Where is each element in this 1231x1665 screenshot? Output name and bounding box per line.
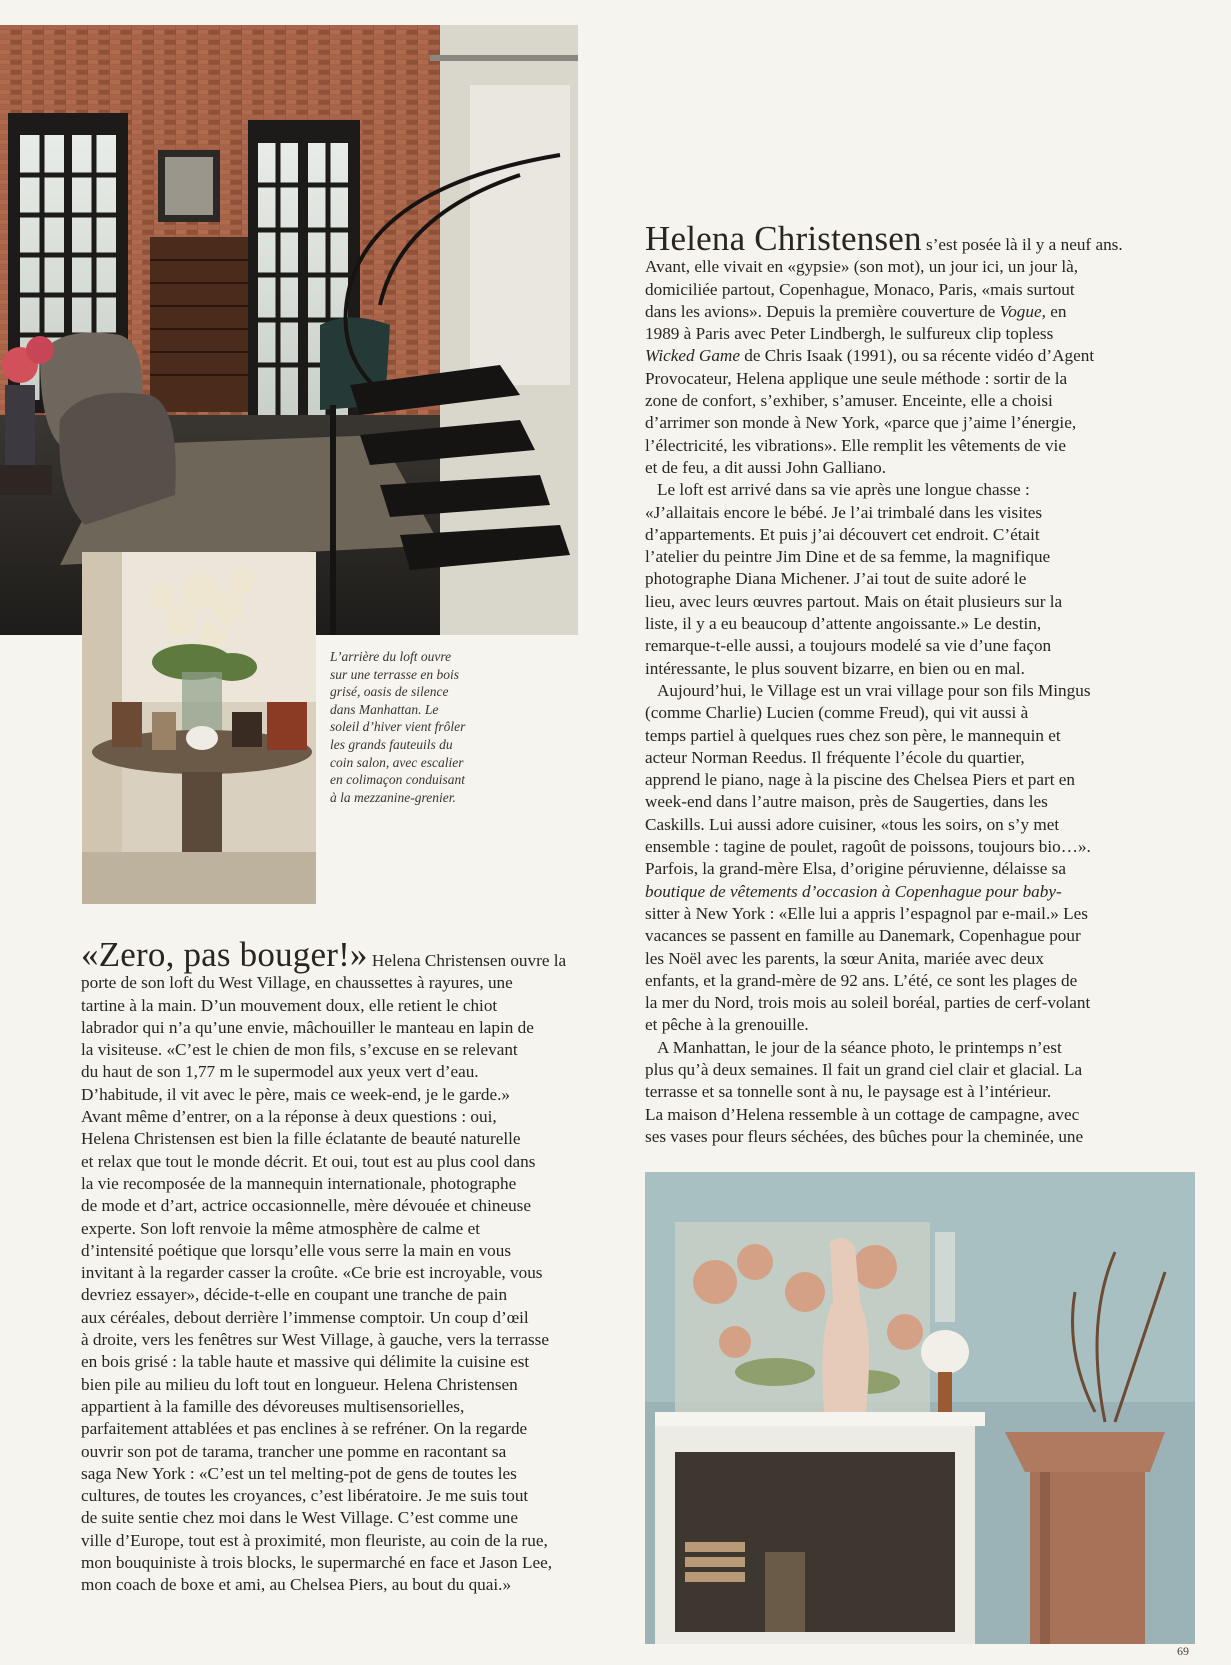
text-line: ensemble : tagine de poulet, ragoût de poissons, toujours bio…». (645, 837, 1091, 857)
text-line: d’arrimer son monde à New York, «parce que j’aime l’énergie, (645, 413, 1077, 433)
text-segment: , en (1041, 301, 1067, 321)
text-line: appartient à la famille des dévoreuses multisensorielles, (81, 1396, 465, 1416)
text-line: experte. Son loft renvoie la même atmosphère de calme et (81, 1218, 480, 1238)
text-line: boutique de vêtements d’occasion à Copenhague pour baby- (645, 881, 1062, 901)
text-line: parfaitement attablées et pas enclines à se refréner. On la regarde (81, 1419, 528, 1439)
text-line: devriez essayer», décide-t-elle en coupant une tranche de pain (81, 1285, 508, 1305)
text-line: et relax que tout le monde décrit. Et oui, tout est au plus cool dans (81, 1151, 536, 1171)
text-line: aux céréales, debout derrière l’immense comptoir. Un coup d’œil (81, 1307, 529, 1327)
text-line: Caskills. Lui aussi adore cuisiner, «tous les soirs, on s’y met (645, 814, 1060, 834)
text-line: la mer du Nord, trois mois au soleil boréal, parties de cerf-volant (645, 993, 1091, 1013)
text-line: de suite sentie chez moi dans le West Village. C’est comme une (81, 1508, 519, 1528)
text-line: à droite, vers les fenêtres sur West Village, à gauche, vers la terrasse (81, 1330, 549, 1350)
text-line: (comme Charlie) Lucien (comme Freud), qui vit aussi à (645, 703, 1029, 723)
caption-line: sur une terrasse en bois (330, 666, 459, 682)
text-line: d’intensité poétique que lorsqu’elle vous serre la main en vous (81, 1240, 512, 1260)
text-line: photographe Diana Michener. J’ai tout de suite adoré le (645, 569, 1027, 589)
text-line: saga New York : «C’est un tel melting-pot de gens de toutes les (81, 1463, 517, 1483)
caption-line: soleil d’hiver vient frôler (330, 719, 466, 735)
text-line: bien pile au milieu du loft tout en longueur. Helena Christensen (81, 1374, 518, 1394)
text-line: sitter à New York : «Elle lui a appris l’espagnol par e-mail.» Les (645, 903, 1088, 923)
text-line: les Noël avec les parents, la sœur Anita, mariée avec deux (645, 948, 1044, 968)
text-segment: dans les avions». Depuis la première couverture de (645, 301, 1000, 321)
text-line: de mode et d’art, actrice occasionnelle, mère dévouée et chineuse (81, 1196, 531, 1216)
text-line: acteur Norman Reedus. Il fréquente l’école du quartier, (645, 747, 1025, 767)
text-line: tartine à la main. D’un mouvement doux, elle retient le chiot (81, 995, 498, 1015)
text-line: cultures, de toutes les croyances, c’est libératoire. Je me suis tout (81, 1486, 529, 1506)
text-line: terrasse et sa tonnelle sont à nu, le paysage est à l’intérieur. (645, 1082, 1052, 1102)
text-line: la vie recomposée de la mannequin internationale, photographe (81, 1173, 517, 1193)
text-line: labrador qui n’a qu’une envie, mâchouiller le manteau en lapin de (81, 1017, 534, 1037)
caption-line: grisé, oasis de silence (330, 684, 449, 700)
text-line: Le loft est arrivé dans sa vie après une longue chasse : (657, 480, 1030, 500)
text-line: plus qu’à deux semaines. Il fait un grand ciel clair et glacial. La (645, 1059, 1083, 1079)
text-line: ses vases pour fleurs séchées, des bûches pour la cheminée, une (645, 1126, 1084, 1146)
text-line: vacances se passent en famille au Danemark, Copenhague pour (645, 926, 1081, 946)
text-line: l’atelier du peintre Jim Dine et de sa femme, la magnifique (645, 547, 1051, 567)
lead-line-rest: Helena Christensen ouvre la (367, 951, 567, 970)
text-line (645, 301, 1195, 323)
text-line (645, 345, 1195, 367)
text-line: intéressante, le plus souvent bizarre, en bien ou en mal. (645, 658, 1025, 678)
loft-photo (0, 25, 578, 635)
photo-caption (330, 648, 508, 806)
text-line: Provocateur, Helena applique une seule méthode : sortir de la (645, 368, 1068, 388)
caption-line: en colimaçon conduisant (330, 772, 465, 788)
text-line: «J’allaitais encore le bébé. Je l’ai trimbalé dans les visites (645, 502, 1043, 522)
text-line: et pêche à la grenouille. (645, 1015, 809, 1035)
text-line: mon coach de boxe et ami, au Chelsea Piers, au bout du quai.» (81, 1575, 512, 1595)
page-number: 69 (1177, 1644, 1189, 1658)
text-line: apprend le piano, nage à la piscine des Chelsea Piers et part en (645, 770, 1076, 790)
lead-line-rest: s’est posée là il y a neuf ans. (921, 235, 1123, 254)
text-line: ouvrir son pot de tarama, trancher une pomme en racontant sa (81, 1441, 507, 1461)
text-line: liste, il y a eu beaucoup d’attente angoissante.» Le destin, (645, 614, 1042, 634)
lead-name: Helena Christensen (645, 219, 922, 258)
text-line: mon bouquiniste à trois blocks, le supermarché en face et Jason Lee, (81, 1553, 553, 1573)
song-title: Wicked Game (645, 346, 740, 366)
text-line: A Manhattan, le jour de la séance photo, le printemps n’est (657, 1037, 1062, 1057)
text-segment: de Chris Isaak (1991), ou sa récente vidéo d’Agent (739, 346, 1095, 366)
text-line: temps partiel à quelques rues chez son père, le mannequin et (645, 725, 1061, 745)
mantel-photo (645, 1172, 1195, 1644)
article-column-right (645, 219, 1195, 1148)
text-line: Avant, elle vivait en «gypsie» (son mot), un jour ici, un jour là, (645, 257, 1079, 277)
text-line: Avant même d’entrer, on a la réponse à deux questions : oui, (81, 1107, 497, 1127)
text-line: Parfois, la grand-mère Elsa, d’origine péruvienne, délaisse sa (645, 859, 1066, 879)
lead-quote: «Zero, pas bouger!» (81, 935, 368, 974)
terrace-photo (82, 552, 316, 904)
lead-line (81, 935, 621, 974)
text-line: l’électricité, les vibrations». Elle remplit les vêtements de vie (645, 435, 1066, 455)
lead-line (645, 219, 1195, 258)
text-line: lieu, avec leurs œuvres partout. Mais on était plusieurs sur la (645, 591, 1063, 611)
text-line: d’appartements. Et puis j’ai découvert cet endroit. C’était (645, 524, 1040, 544)
text-line: porte de son loft du West Village, en chaussettes à rayures, une (81, 973, 513, 993)
caption-line: les grands fauteuils du (330, 736, 453, 752)
text-line: D’habitude, il vit avec le père, mais ce week-end, je le garde.» (81, 1084, 511, 1104)
text-line: week-end dans l’autre maison, près de Saugerties, dans les (645, 792, 1048, 812)
text-line: enfants, et la grand-mère de 92 ans. L’été, ce sont les plages de (645, 970, 1078, 990)
caption-line: dans Manhattan. Le (330, 701, 439, 717)
text-line: la visiteuse. «C’est le chien de mon fils, s’excuse en se relevant (81, 1040, 518, 1060)
text-line: ville d’Europe, tout est à proximité, mon fleuriste, au coin de la rue, (81, 1530, 548, 1550)
text-line: La maison d’Helena ressemble à un cottage de campagne, avec (645, 1104, 1080, 1124)
text-line: Helena Christensen est bien la fille éclatante de beauté naturelle (81, 1129, 521, 1149)
caption-line: coin salon, avec escalier (330, 754, 464, 770)
article-column-left (81, 935, 621, 1597)
text-line: et de feu, a dit aussi John Galliano. (645, 457, 887, 477)
caption-line: à la mezzanine-grenier. (330, 789, 456, 805)
text-line: domiciliée partout, Copenhague, Monaco, Paris, «mais surtout (645, 279, 1075, 299)
text-line: Aujourd’hui, le Village est un vrai village pour son fils Mingus (657, 680, 1091, 700)
text-line: zone de confort, s’exhiber, s’amuser. Enceinte, elle a choisi (645, 391, 1053, 411)
caption-line: L’arrière du loft ouvre (330, 649, 452, 664)
text-line: remarque-t-elle aussi, a toujours modelé sa vie d’une façon (645, 636, 1052, 656)
magazine-title: Vogue (999, 301, 1042, 321)
text-line: du haut de son 1,77 m le supermodel aux yeux vert d’eau. (81, 1062, 479, 1082)
text-line: 1989 à Paris avec Peter Lindbergh, le sulfureux clip topless (645, 324, 1054, 344)
text-line: en bois grisé : la table haute et massive qui délimite la cuisine est (81, 1352, 530, 1372)
text-line: invitant à la regarder casser la croûte. «Ce brie est incroyable, vous (81, 1263, 543, 1283)
